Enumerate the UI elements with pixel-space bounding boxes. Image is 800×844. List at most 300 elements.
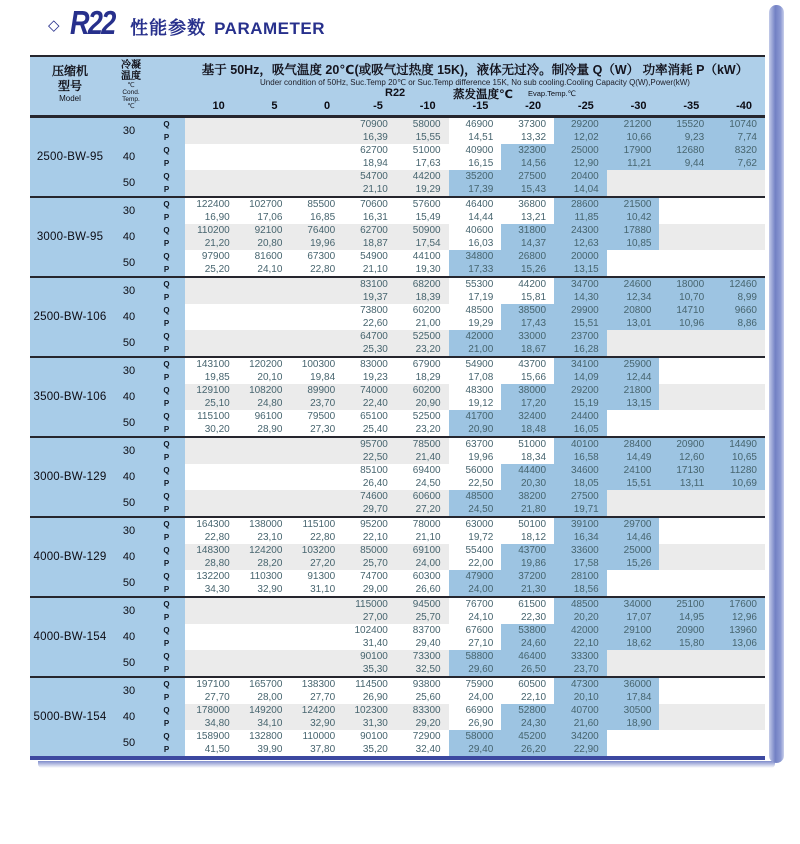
- p-value-cell: 22,00: [449, 557, 502, 570]
- p-value-cell: [712, 371, 765, 384]
- q-value-cell: 29100: [607, 624, 660, 637]
- p-value-cell: 25,70: [343, 557, 396, 570]
- q-value-cell: 58800: [449, 650, 502, 663]
- p-value-cell: [238, 183, 291, 197]
- cond-temp-cell: 50: [110, 490, 148, 517]
- q-value-cell: 39100: [554, 517, 607, 531]
- p-value-cell: [659, 557, 712, 570]
- q-value-cell: 38200: [501, 490, 554, 503]
- power-row-label: P: [148, 717, 185, 730]
- q-value-cell: 12680: [659, 144, 712, 157]
- q-value-cell: 97900: [185, 250, 238, 263]
- p-value-cell: 16,90: [185, 211, 238, 224]
- p-value-cell: [607, 263, 660, 277]
- p-value-cell: [185, 663, 238, 677]
- q-value-cell: 34600: [554, 464, 607, 477]
- q-value-cell: 81600: [238, 250, 291, 263]
- q-value-cell: 32300: [501, 144, 554, 157]
- q-value-cell: 93800: [396, 677, 449, 691]
- q-value-cell: [290, 277, 343, 291]
- q-value-cell: [607, 490, 660, 503]
- q-value-cell: [712, 490, 765, 503]
- p-value-cell: [238, 131, 291, 144]
- power-row-label: P: [148, 237, 185, 250]
- cond-temp-cell: 50: [110, 570, 148, 597]
- q-value-cell: 66900: [449, 704, 502, 717]
- p-value-cell: [607, 423, 660, 437]
- cond-temp-cell: 50: [110, 330, 148, 357]
- p-value-cell: 14,44: [449, 211, 502, 224]
- q-value-cell: 60200: [396, 384, 449, 397]
- q-value-cell: 62700: [343, 144, 396, 157]
- q-value-cell: 25000: [607, 544, 660, 557]
- q-value-cell: 78000: [396, 517, 449, 531]
- q-value-cell: 40100: [554, 437, 607, 451]
- q-value-cell: 48500: [449, 304, 502, 317]
- p-value-cell: 26,90: [449, 717, 502, 730]
- refrigerant-label: R22: [385, 87, 406, 99]
- p-value-cell: 25,20: [185, 263, 238, 277]
- q-value-cell: 61500: [501, 597, 554, 611]
- p-value-cell: 17,43: [501, 317, 554, 330]
- q-value-cell: 47900: [449, 570, 502, 583]
- p-value-cell: 18,29: [396, 371, 449, 384]
- q-value-cell: 70600: [343, 197, 396, 211]
- q-value-cell: 95200: [343, 517, 396, 531]
- q-value-cell: 50900: [396, 224, 449, 237]
- capacity-row-label: Q: [148, 250, 185, 263]
- p-value-cell: [659, 211, 712, 224]
- p-value-cell: 19,71: [554, 503, 607, 517]
- p-value-cell: 26,40: [343, 477, 396, 490]
- p-value-cell: 13,21: [501, 211, 554, 224]
- power-row-label: P: [148, 343, 185, 357]
- q-value-cell: [659, 384, 712, 397]
- q-value-cell: 74000: [343, 384, 396, 397]
- p-value-cell: 16,31: [343, 211, 396, 224]
- p-value-cell: 19,29: [449, 317, 502, 330]
- p-value-cell: 17,39: [449, 183, 502, 197]
- q-value-cell: 15520: [659, 118, 712, 131]
- q-value-cell: 33300: [554, 650, 607, 663]
- p-value-cell: 7,74: [712, 131, 765, 144]
- cond-temp-cell: 40: [110, 304, 148, 330]
- capacity-row-label: Q: [148, 197, 185, 211]
- q-value-cell: 74600: [343, 490, 396, 503]
- p-value-cell: 21,30: [501, 583, 554, 597]
- p-value-cell: [712, 743, 765, 756]
- q-value-cell: 65100: [343, 410, 396, 423]
- p-value-cell: 22,80: [185, 531, 238, 544]
- p-value-cell: [185, 477, 238, 490]
- evap-temp-col-header: -25: [577, 100, 594, 112]
- q-value-cell: 110000: [290, 730, 343, 743]
- q-value-cell: [607, 650, 660, 663]
- p-value-cell: 32,40: [396, 743, 449, 756]
- q-value-cell: 34000: [607, 597, 660, 611]
- p-value-cell: 12,96: [712, 611, 765, 624]
- q-value-cell: [712, 730, 765, 743]
- p-value-cell: 35,30: [343, 663, 396, 677]
- cond-header-cn2: 温度: [121, 71, 141, 82]
- q-value-cell: [712, 544, 765, 557]
- q-value-cell: [185, 624, 238, 637]
- q-value-cell: 14710: [659, 304, 712, 317]
- q-value-cell: 55400: [449, 544, 502, 557]
- p-value-cell: 18,87: [343, 237, 396, 250]
- p-value-cell: 17,20: [501, 397, 554, 410]
- q-value-cell: 33600: [554, 544, 607, 557]
- q-value-cell: 85000: [343, 544, 396, 557]
- q-value-cell: 108200: [238, 384, 291, 397]
- p-value-cell: 21,10: [343, 263, 396, 277]
- q-value-cell: 67300: [290, 250, 343, 263]
- q-value-cell: [712, 677, 765, 691]
- p-value-cell: [659, 397, 712, 410]
- p-value-cell: [238, 611, 291, 624]
- p-value-cell: 22,50: [343, 451, 396, 464]
- q-value-cell: [185, 437, 238, 451]
- title-chinese: 性能参数: [130, 18, 207, 38]
- q-value-cell: 60200: [396, 304, 449, 317]
- p-value-cell: [238, 451, 291, 464]
- p-value-cell: 13,06: [712, 637, 765, 650]
- cond-header-en2: Temp.: [122, 96, 140, 103]
- capacity-row-label: Q: [148, 304, 185, 317]
- q-value-cell: 38000: [501, 384, 554, 397]
- q-value-cell: [712, 410, 765, 423]
- q-value-cell: 21800: [607, 384, 660, 397]
- q-value-cell: [712, 570, 765, 583]
- p-value-cell: 25,40: [343, 423, 396, 437]
- p-value-cell: [238, 503, 291, 517]
- q-value-cell: 42000: [449, 330, 502, 343]
- p-value-cell: 14,49: [607, 451, 660, 464]
- capacity-row-label: Q: [148, 357, 185, 371]
- p-value-cell: 21,20: [185, 237, 238, 250]
- q-value-cell: 63700: [449, 437, 502, 451]
- q-value-cell: 46900: [449, 118, 502, 131]
- power-row-label: P: [148, 451, 185, 464]
- p-value-cell: 19,12: [449, 397, 502, 410]
- q-value-cell: 28100: [554, 570, 607, 583]
- p-value-cell: [290, 157, 343, 170]
- q-value-cell: [659, 677, 712, 691]
- q-value-cell: 12460: [712, 277, 765, 291]
- q-value-cell: [238, 464, 291, 477]
- p-value-cell: 23,20: [396, 423, 449, 437]
- q-value-cell: 20400: [554, 170, 607, 183]
- p-value-cell: 8,99: [712, 291, 765, 304]
- p-value-cell: 14,30: [554, 291, 607, 304]
- q-value-cell: 29700: [607, 517, 660, 531]
- q-value-cell: 18000: [659, 277, 712, 291]
- p-value-cell: 17,63: [396, 157, 449, 170]
- p-value-cell: 10,42: [607, 211, 660, 224]
- q-value-cell: 94500: [396, 597, 449, 611]
- p-value-cell: 14,56: [501, 157, 554, 170]
- p-value-cell: 9,44: [659, 157, 712, 170]
- q-value-cell: 20800: [607, 304, 660, 317]
- cond-temp-cell: 40: [110, 144, 148, 170]
- q-value-cell: [185, 597, 238, 611]
- q-value-cell: [185, 650, 238, 663]
- q-value-cell: [659, 170, 712, 183]
- p-value-cell: 22,50: [449, 477, 502, 490]
- p-value-cell: [290, 637, 343, 650]
- q-value-cell: [185, 330, 238, 343]
- p-value-cell: [238, 291, 291, 304]
- q-value-cell: 132800: [238, 730, 291, 743]
- p-value-cell: 17,19: [449, 291, 502, 304]
- p-value-cell: 18,48: [501, 423, 554, 437]
- p-value-cell: [712, 237, 765, 250]
- p-value-cell: 22,10: [501, 691, 554, 704]
- power-row-label: P: [148, 477, 185, 490]
- p-value-cell: 21,10: [343, 183, 396, 197]
- p-value-cell: 12,44: [607, 371, 660, 384]
- model-cell: 2500-BW-106: [30, 277, 110, 357]
- q-value-cell: [712, 224, 765, 237]
- p-value-cell: [712, 183, 765, 197]
- p-value-cell: 18,90: [607, 717, 660, 730]
- q-value-cell: 36800: [501, 197, 554, 211]
- q-value-cell: 58000: [449, 730, 502, 743]
- cond-temp-cell: 50: [110, 650, 148, 677]
- model-cell: 4000-BW-129: [30, 517, 110, 597]
- q-value-cell: 165700: [238, 677, 291, 691]
- p-value-cell: 20,10: [554, 691, 607, 704]
- p-value-cell: 24,10: [238, 263, 291, 277]
- q-value-cell: 102300: [343, 704, 396, 717]
- p-value-cell: 12,90: [554, 157, 607, 170]
- q-value-cell: 44200: [396, 170, 449, 183]
- q-value-cell: [238, 170, 291, 183]
- p-value-cell: 24,00: [396, 557, 449, 570]
- q-value-cell: 50100: [501, 517, 554, 531]
- q-value-cell: 43700: [501, 357, 554, 371]
- refrigerant-logo: R22: [69, 4, 115, 41]
- capacity-row-label: Q: [148, 330, 185, 343]
- p-value-cell: 21,10: [396, 531, 449, 544]
- q-value-cell: [185, 304, 238, 317]
- q-value-cell: 124200: [290, 704, 343, 717]
- q-value-cell: 55300: [449, 277, 502, 291]
- q-value-cell: 102400: [343, 624, 396, 637]
- p-value-cell: 30,20: [185, 423, 238, 437]
- p-value-cell: [712, 583, 765, 597]
- cond-temp-cell: 30: [110, 517, 148, 544]
- q-value-cell: 34100: [554, 357, 607, 371]
- q-value-cell: 75900: [449, 677, 502, 691]
- q-value-cell: 20000: [554, 250, 607, 263]
- q-value-cell: 41700: [449, 410, 502, 423]
- p-value-cell: 15,80: [659, 637, 712, 650]
- q-value-cell: 69400: [396, 464, 449, 477]
- q-value-cell: 83700: [396, 624, 449, 637]
- p-value-cell: 19,85: [185, 371, 238, 384]
- p-value-cell: 22,80: [290, 531, 343, 544]
- q-value-cell: 54900: [343, 250, 396, 263]
- q-value-cell: 51000: [396, 144, 449, 157]
- q-value-cell: 78500: [396, 437, 449, 451]
- q-value-cell: 58000: [396, 118, 449, 131]
- q-value-cell: 25000: [554, 144, 607, 157]
- model-cell: 2500-BW-95: [30, 118, 110, 197]
- power-row-label: P: [148, 263, 185, 277]
- p-value-cell: 18,56: [554, 583, 607, 597]
- p-value-cell: 34,80: [185, 717, 238, 730]
- q-value-cell: 34200: [554, 730, 607, 743]
- q-value-cell: 30500: [607, 704, 660, 717]
- p-value-cell: 14,04: [554, 183, 607, 197]
- p-value-cell: 28,00: [238, 691, 291, 704]
- p-value-cell: 9,23: [659, 131, 712, 144]
- model-cell: 3500-BW-106: [30, 357, 110, 437]
- p-value-cell: 20,10: [238, 371, 291, 384]
- p-value-cell: [712, 717, 765, 730]
- q-value-cell: 44400: [501, 464, 554, 477]
- cond-temp-cell: 50: [110, 250, 148, 277]
- q-value-cell: 60300: [396, 570, 449, 583]
- q-value-cell: 96100: [238, 410, 291, 423]
- p-value-cell: [185, 291, 238, 304]
- q-value-cell: 115100: [185, 410, 238, 423]
- p-value-cell: 17,84: [607, 691, 660, 704]
- q-value-cell: [290, 464, 343, 477]
- q-value-cell: [185, 170, 238, 183]
- cond-temp-cell: 40: [110, 224, 148, 250]
- parameter-table: [30, 55, 765, 760]
- q-value-cell: 67600: [449, 624, 502, 637]
- q-value-cell: 76400: [290, 224, 343, 237]
- q-value-cell: 110300: [238, 570, 291, 583]
- p-value-cell: 16,05: [554, 423, 607, 437]
- q-value-cell: 102700: [238, 197, 291, 211]
- model-cell: 3000-BW-129: [30, 437, 110, 517]
- q-value-cell: 14490: [712, 437, 765, 451]
- p-value-cell: 21,00: [396, 317, 449, 330]
- q-value-cell: 11280: [712, 464, 765, 477]
- q-value-cell: 51000: [501, 437, 554, 451]
- power-row-label: P: [148, 317, 185, 330]
- p-value-cell: 20,80: [238, 237, 291, 250]
- p-value-cell: 22,40: [343, 397, 396, 410]
- q-value-cell: 124200: [238, 544, 291, 557]
- p-value-cell: 16,15: [449, 157, 502, 170]
- q-value-cell: 64700: [343, 330, 396, 343]
- cond-temp-cell: 40: [110, 624, 148, 650]
- q-value-cell: 20900: [659, 624, 712, 637]
- q-value-cell: 21200: [607, 118, 660, 131]
- q-value-cell: [238, 597, 291, 611]
- q-value-cell: 115000: [343, 597, 396, 611]
- title-english: PARAMETER: [214, 19, 326, 38]
- p-value-cell: 27,70: [185, 691, 238, 704]
- p-value-cell: 17,33: [449, 263, 502, 277]
- model-cell: 3000-BW-95: [30, 197, 110, 277]
- q-value-cell: [290, 330, 343, 343]
- p-value-cell: 22,80: [290, 263, 343, 277]
- q-value-cell: 83100: [343, 277, 396, 291]
- q-value-cell: [238, 144, 291, 157]
- q-value-cell: [659, 250, 712, 263]
- p-value-cell: 26,50: [501, 663, 554, 677]
- p-value-cell: 15,26: [607, 557, 660, 570]
- q-value-cell: 60600: [396, 490, 449, 503]
- p-value-cell: 19,72: [449, 531, 502, 544]
- p-value-cell: [290, 611, 343, 624]
- p-value-cell: [238, 157, 291, 170]
- p-value-cell: 27,70: [290, 691, 343, 704]
- p-value-cell: 29,20: [396, 717, 449, 730]
- p-value-cell: 23,10: [238, 531, 291, 544]
- p-value-cell: 26,90: [343, 691, 396, 704]
- p-value-cell: [185, 157, 238, 170]
- p-value-cell: 21,40: [396, 451, 449, 464]
- p-value-cell: [607, 343, 660, 357]
- p-value-cell: 18,12: [501, 531, 554, 544]
- q-value-cell: 28400: [607, 437, 660, 451]
- q-value-cell: [185, 118, 238, 131]
- q-value-cell: 67900: [396, 357, 449, 371]
- power-row-label: P: [148, 423, 185, 437]
- p-value-cell: 28,20: [238, 557, 291, 570]
- q-value-cell: 103200: [290, 544, 343, 557]
- q-value-cell: 24100: [607, 464, 660, 477]
- q-value-cell: 85500: [290, 197, 343, 211]
- model-cell: 4000-BW-154: [30, 597, 110, 677]
- q-value-cell: [290, 490, 343, 503]
- cond-temp-cell: 40: [110, 464, 148, 490]
- q-value-cell: 32400: [501, 410, 554, 423]
- p-value-cell: 13,01: [607, 317, 660, 330]
- q-value-cell: 68200: [396, 277, 449, 291]
- p-value-cell: 14,37: [501, 237, 554, 250]
- p-value-cell: 32,50: [396, 663, 449, 677]
- p-value-cell: [290, 183, 343, 197]
- capacity-row-label: Q: [148, 224, 185, 237]
- p-value-cell: 12,60: [659, 451, 712, 464]
- q-value-cell: [659, 544, 712, 557]
- p-value-cell: 29,60: [449, 663, 502, 677]
- p-value-cell: 26,60: [396, 583, 449, 597]
- p-value-cell: 21,00: [449, 343, 502, 357]
- p-value-cell: 29,00: [343, 583, 396, 597]
- q-value-cell: 95700: [343, 437, 396, 451]
- p-value-cell: [712, 531, 765, 544]
- p-value-cell: [712, 397, 765, 410]
- p-value-cell: [290, 663, 343, 677]
- capacity-row-label: Q: [148, 544, 185, 557]
- q-value-cell: 83300: [396, 704, 449, 717]
- power-row-label: P: [148, 371, 185, 384]
- p-value-cell: [712, 557, 765, 570]
- p-value-cell: 23,70: [290, 397, 343, 410]
- evap-temp-label-en: Evap.Temp.℃: [528, 89, 577, 98]
- q-value-cell: 143100: [185, 357, 238, 371]
- q-value-cell: 36000: [607, 677, 660, 691]
- q-value-cell: 138000: [238, 517, 291, 531]
- p-value-cell: 18,39: [396, 291, 449, 304]
- p-value-cell: 34,30: [185, 583, 238, 597]
- p-value-cell: 27,10: [449, 637, 502, 650]
- q-value-cell: 90100: [343, 650, 396, 663]
- p-value-cell: 15,66: [501, 371, 554, 384]
- p-value-cell: 12,63: [554, 237, 607, 250]
- power-row-label: P: [148, 291, 185, 304]
- p-value-cell: 7,62: [712, 157, 765, 170]
